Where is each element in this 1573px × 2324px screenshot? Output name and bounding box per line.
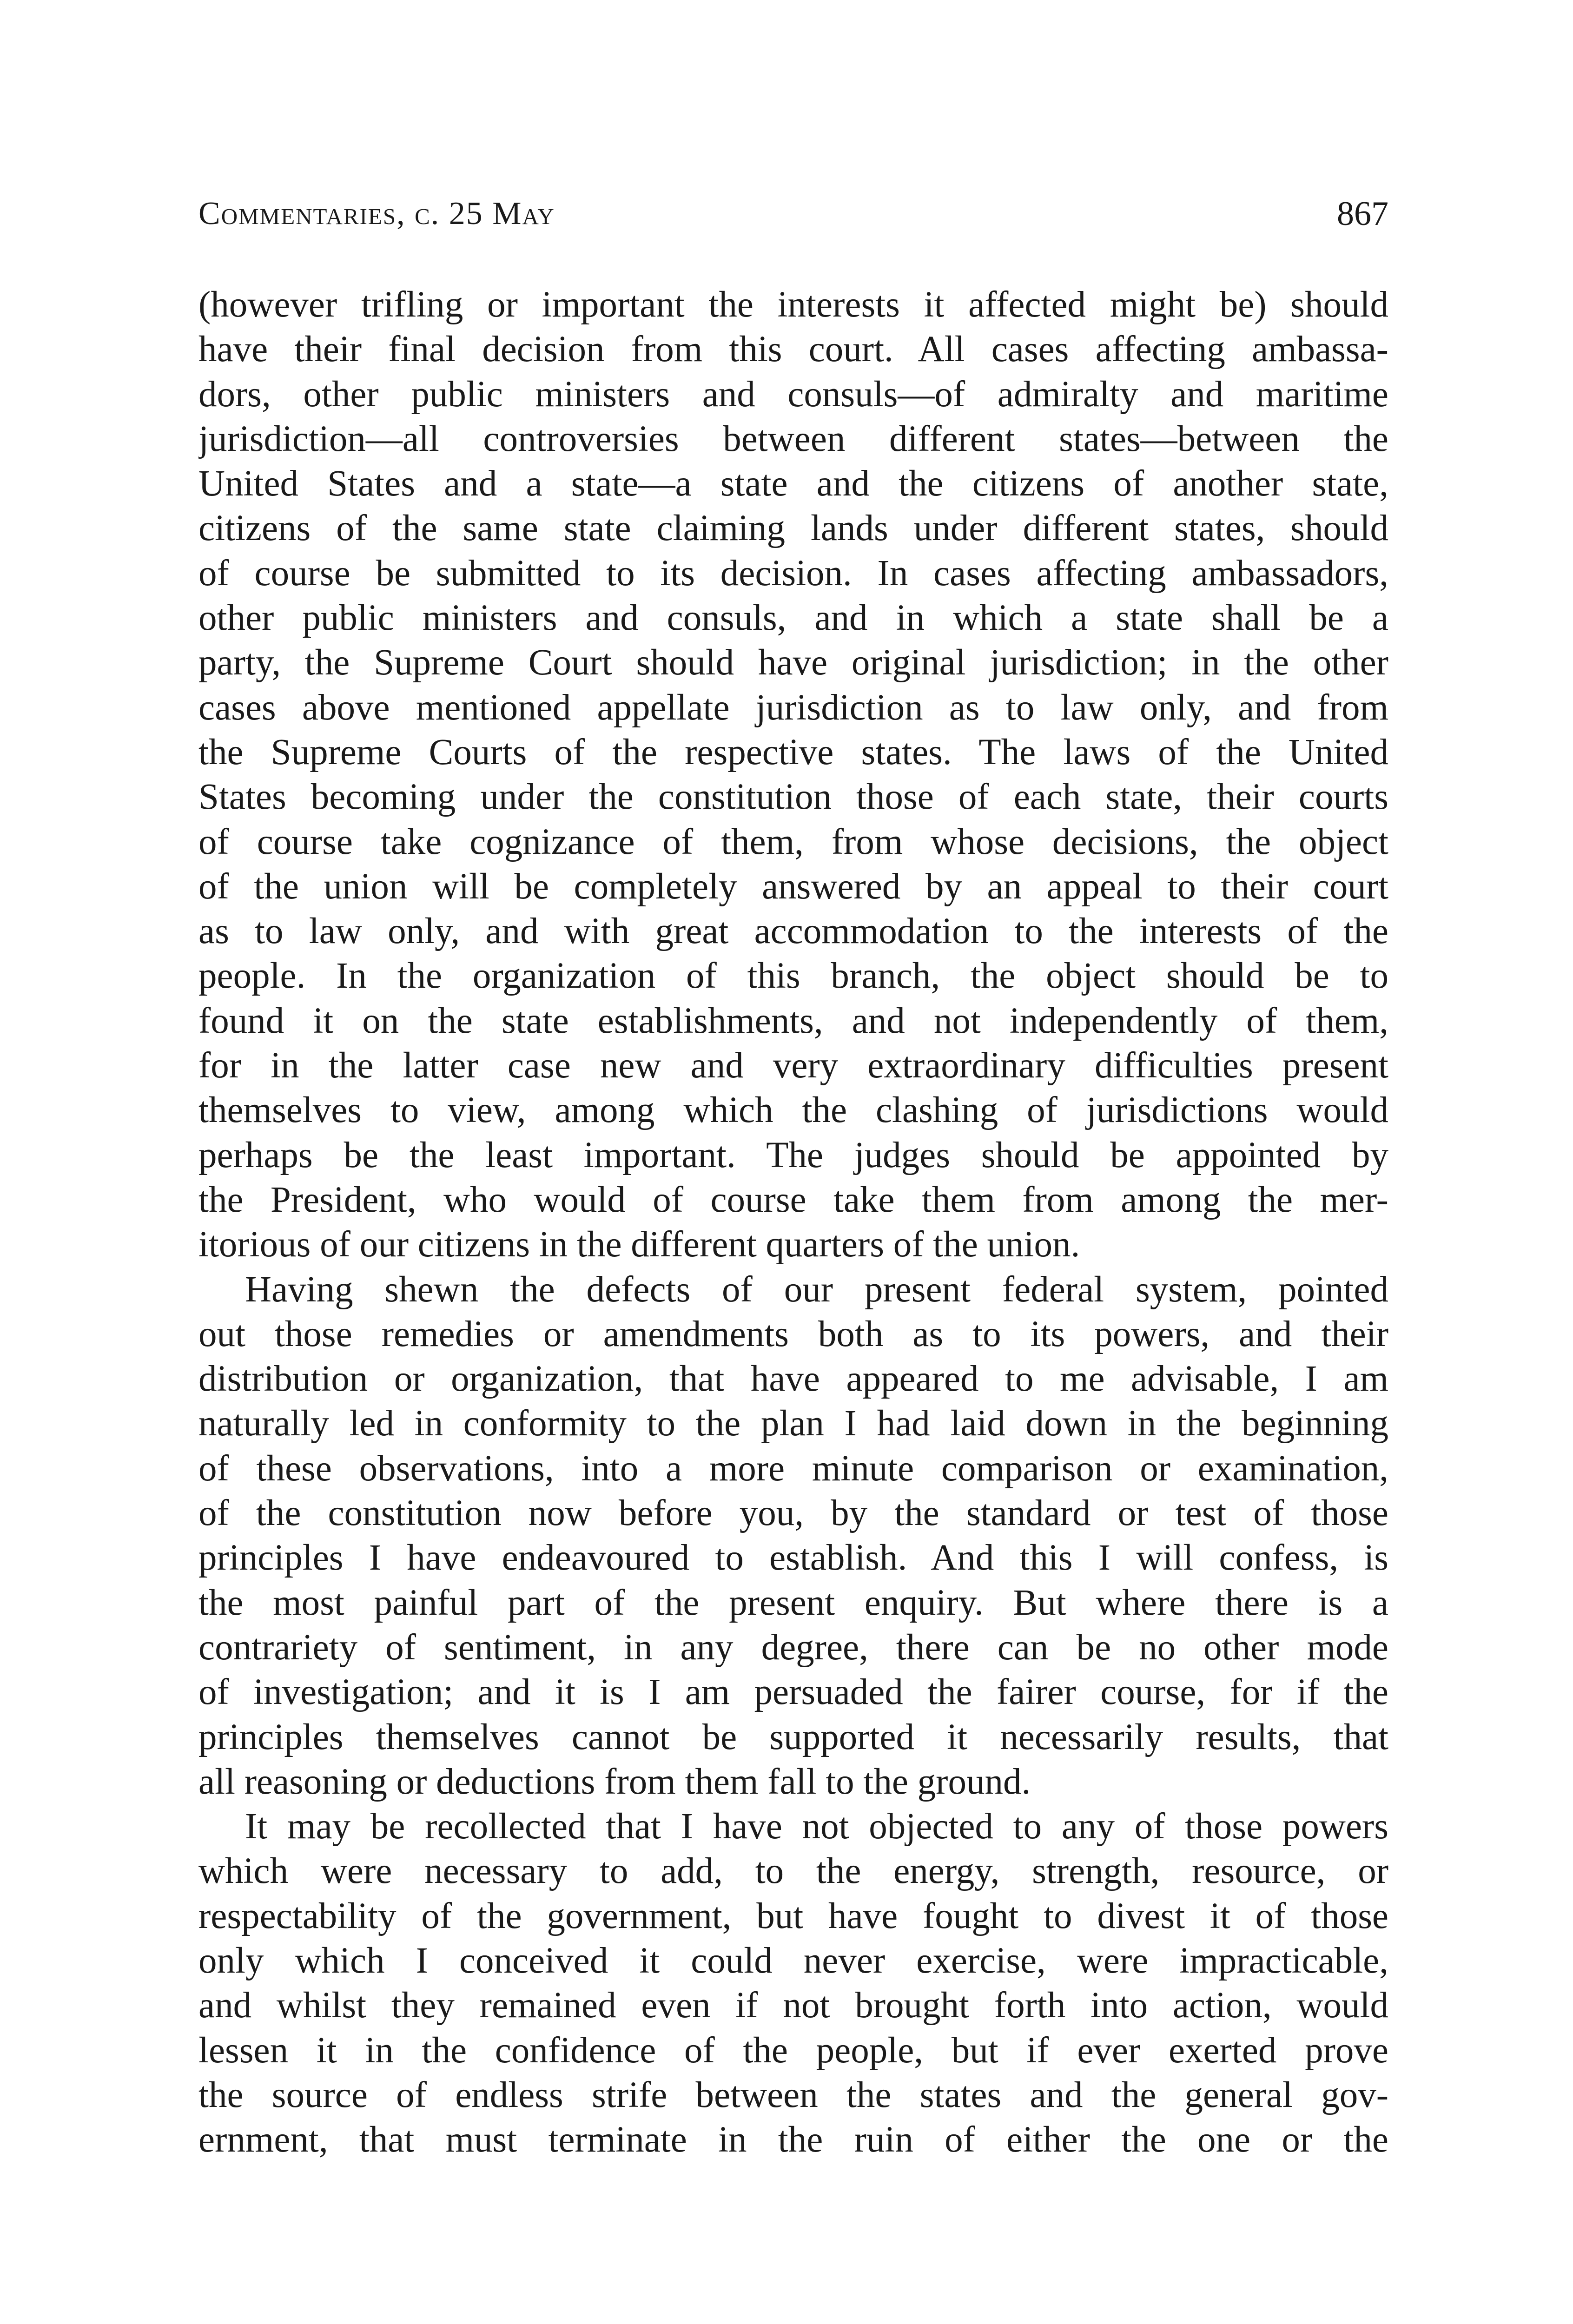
page-number: 867	[1337, 195, 1388, 233]
running-head-title: Commentaries, c. 25 May	[198, 196, 555, 231]
text-line: themselves to view, among which the clashing of jurisdictions would	[198, 1090, 1388, 1131]
text-line: It may be recollected that I have not objected to any of those powers	[245, 1806, 1388, 1847]
text-line: distribution or organization, that have appeared to me advisable, I am	[198, 1359, 1388, 1400]
text-line: and whilst they remained even if not brought forth into action, would	[198, 1985, 1388, 2026]
text-line: only which I conceived it could never exercise, were impracticable,	[198, 1940, 1388, 1981]
text-line: States becoming under the constitution those of each state, their courts	[198, 777, 1388, 818]
body-text	[198, 283, 1388, 2162]
text-line: ernment, that must terminate in the ruin of either the one or the	[198, 2119, 1388, 2160]
text-line: for in the latter case new and very extraordinary difficulties present	[198, 1045, 1388, 1086]
paragraph	[198, 1268, 1388, 1805]
paragraph	[198, 1804, 1388, 2162]
text-line: the most painful part of the present enquiry. But where there is a	[198, 1582, 1388, 1623]
text-line: citizens of the same state claiming lands under different states, should	[198, 508, 1388, 549]
text-line: principles themselves cannot be supported it necessarily results, that	[198, 1717, 1388, 1757]
text-line: Having shewn the defects of our present federal system, pointed	[245, 1269, 1388, 1310]
text-line: the President, who would of course take them from among the mer-	[198, 1179, 1388, 1220]
text-line: found it on the state establishments, and not independently of them,	[198, 1000, 1388, 1041]
text-line: of these observations, into a more minute comparison or examination,	[198, 1448, 1388, 1489]
text-line: out those remedies or amendments both as to its powers, and their	[198, 1314, 1388, 1354]
text-line: which were necessary to add, to the energy, strength, resource, or	[198, 1851, 1388, 1892]
text-line: perhaps be the least important. The judges should be appointed by	[198, 1135, 1388, 1175]
text-line: contrariety of sentiment, in any degree, there can be no other mode	[198, 1627, 1388, 1668]
text-line: all reasoning or deductions from them fall to the ground.	[198, 1761, 1031, 1802]
text-line: dors, other public ministers and consuls—of admiralty and maritime	[198, 374, 1388, 415]
text-line: as to law only, and with great accommodation to the interests of the	[198, 911, 1388, 952]
text-line: party, the Supreme Court should have original jurisdiction; in the other	[198, 642, 1388, 683]
text-line: the source of endless strife between the states and the general gov-	[198, 2074, 1388, 2115]
text-line: people. In the organization of this branch, the object should be to	[198, 956, 1388, 997]
text-line: of course take cognizance of them, from whose decisions, the object	[198, 821, 1388, 862]
text-line: of the constitution now before you, by the standard or test of those	[198, 1493, 1388, 1534]
text-line: of the union will be completely answered by an appeal to their court	[198, 866, 1388, 907]
text-line: cases above mentioned appellate jurisdiction as to law only, and from	[198, 687, 1388, 728]
paragraph	[198, 283, 1388, 1268]
text-line: (however trifling or important the interests it affected might be) should	[198, 284, 1388, 325]
text-line: of course be submitted to its decision. In cases affecting ambassadors,	[198, 553, 1388, 594]
text-line: jurisdiction—all controversies between different states—between the	[198, 418, 1388, 459]
text-line: United States and a state—a state and the citizens of another state,	[198, 463, 1388, 504]
text-line: principles I have endeavoured to establish. And this I will confess, is	[198, 1538, 1388, 1578]
text-line: other public ministers and consuls, and in which a state shall be a	[198, 598, 1388, 639]
text-line: of investigation; and it is I am persuaded the fairer course, for if the	[198, 1672, 1388, 1713]
text-line: itorious of our citizens in the different quarters of the union.	[198, 1224, 1080, 1265]
text-line: respectability of the government, but have fought to divest it of those	[198, 1895, 1388, 1936]
text-line: have their final decision from this court. All cases affecting ambassa-	[198, 329, 1388, 370]
text-line: the Supreme Courts of the respective states. The laws of the United	[198, 732, 1388, 772]
running-head	[198, 188, 1388, 239]
text-line: naturally led in conformity to the plan I had laid down in the beginning	[198, 1403, 1388, 1444]
text-line: lessen it in the confidence of the people, but if ever exerted prove	[198, 2030, 1388, 2071]
